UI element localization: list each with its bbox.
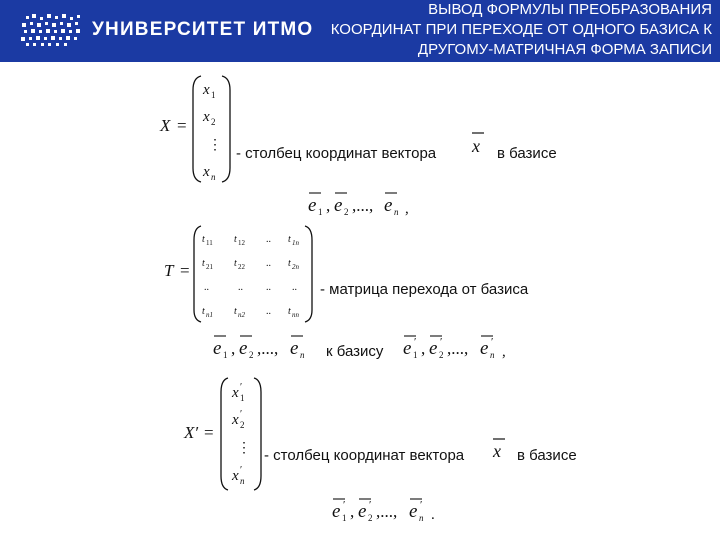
svg-text:,...,: ,..., bbox=[447, 339, 469, 358]
svg-text:2: 2 bbox=[240, 420, 245, 430]
svg-text:,...,: ,..., bbox=[352, 196, 374, 215]
svg-text:e: e bbox=[239, 338, 248, 359]
svg-text:21: 21 bbox=[206, 263, 213, 271]
svg-text:11: 11 bbox=[206, 239, 213, 247]
svg-text:e: e bbox=[480, 338, 489, 359]
svg-text:x: x bbox=[232, 385, 239, 401]
svg-text:.: . bbox=[431, 507, 435, 523]
svg-text:X′: X′ bbox=[184, 423, 199, 442]
svg-text:′: ′ bbox=[491, 336, 494, 348]
svg-text:t: t bbox=[288, 234, 291, 245]
logo-text: УНИВЕРСИТЕТ ИТМО bbox=[92, 19, 314, 40]
svg-text:2n: 2n bbox=[292, 263, 299, 271]
x-prime-column-description: - столбец координат вектора bbox=[264, 447, 465, 464]
svg-text:e: e bbox=[213, 338, 222, 359]
svg-text:′: ′ bbox=[240, 465, 243, 476]
svg-text:,: , bbox=[326, 196, 331, 215]
svg-text:1: 1 bbox=[318, 207, 323, 217]
svg-text:e: e bbox=[403, 338, 412, 359]
basis-transition-line bbox=[213, 336, 506, 360]
svg-text:..: .. bbox=[238, 282, 243, 293]
svg-text:2: 2 bbox=[249, 350, 254, 360]
t-matrix-formula bbox=[164, 226, 529, 322]
svg-text:2: 2 bbox=[368, 513, 373, 523]
svg-text:e: e bbox=[409, 501, 418, 522]
svg-text:n: n bbox=[394, 207, 399, 217]
svg-text:,...,: ,..., bbox=[376, 502, 398, 521]
svg-text:22: 22 bbox=[238, 263, 245, 271]
in-basis-label-2: в базисе bbox=[517, 447, 577, 464]
x-prime-column-formula bbox=[183, 378, 577, 490]
svg-text:1n: 1n bbox=[292, 239, 299, 247]
svg-text:x: x bbox=[493, 441, 501, 461]
svg-text:1: 1 bbox=[240, 393, 245, 403]
svg-text:x: x bbox=[232, 468, 239, 484]
svg-text:X: X bbox=[160, 116, 171, 135]
svg-text:n: n bbox=[490, 350, 495, 360]
svg-text:..: .. bbox=[266, 258, 271, 269]
svg-text:x: x bbox=[232, 412, 239, 428]
svg-text:t: t bbox=[288, 306, 291, 317]
svg-text:t: t bbox=[202, 258, 205, 269]
svg-text:e: e bbox=[358, 501, 367, 522]
svg-text:1: 1 bbox=[342, 513, 347, 523]
svg-text:e: e bbox=[384, 195, 393, 216]
page-title bbox=[272, 0, 712, 60]
svg-text:2: 2 bbox=[439, 350, 444, 360]
title-line-3: ДРУГОМУ-МАТРИЧНАЯ ФОРМА ЗАПИСИ bbox=[417, 41, 712, 58]
svg-text:e: e bbox=[332, 501, 341, 522]
svg-text:,: , bbox=[231, 339, 236, 358]
svg-text:=: = bbox=[180, 261, 190, 280]
svg-text:t: t bbox=[234, 234, 237, 245]
svg-text:′: ′ bbox=[414, 336, 417, 348]
basis-e-line-1 bbox=[308, 193, 409, 217]
svg-text:′: ′ bbox=[440, 336, 443, 348]
svg-text:,: , bbox=[421, 339, 426, 358]
svg-text:T: T bbox=[164, 261, 174, 280]
svg-text:n: n bbox=[300, 350, 305, 360]
svg-text:n: n bbox=[211, 172, 216, 182]
x-column-description: - столбец координат вектора bbox=[236, 145, 437, 162]
svg-text:,: , bbox=[405, 201, 409, 217]
svg-text:x: x bbox=[203, 164, 210, 180]
svg-text:n2: n2 bbox=[238, 311, 245, 319]
svg-text:t: t bbox=[234, 258, 237, 269]
svg-text:′: ′ bbox=[240, 409, 243, 420]
formula-area bbox=[0, 62, 720, 540]
in-basis-label: в базисе bbox=[497, 145, 557, 162]
svg-text:e: e bbox=[290, 338, 299, 359]
svg-text:e: e bbox=[334, 195, 343, 216]
svg-text:,: , bbox=[502, 344, 506, 360]
svg-text:2: 2 bbox=[211, 117, 216, 127]
svg-text:nn: nn bbox=[292, 311, 299, 319]
svg-text:t: t bbox=[234, 306, 237, 317]
t-matrix-description: - матрица перехода от базиса bbox=[320, 281, 529, 298]
svg-text:n1: n1 bbox=[206, 311, 213, 319]
svg-text:n: n bbox=[240, 476, 245, 486]
svg-text:,: , bbox=[350, 502, 355, 521]
svg-text:,...,: ,..., bbox=[257, 339, 279, 358]
svg-text:′: ′ bbox=[420, 499, 423, 511]
svg-text:⋮: ⋮ bbox=[208, 138, 222, 153]
svg-text:′: ′ bbox=[240, 382, 243, 393]
svg-text:′: ′ bbox=[343, 499, 346, 511]
svg-text:n: n bbox=[419, 513, 424, 523]
svg-text:2: 2 bbox=[344, 207, 349, 217]
svg-text:..: .. bbox=[266, 234, 271, 245]
svg-text:=: = bbox=[177, 116, 187, 135]
svg-text:t: t bbox=[288, 258, 291, 269]
svg-text:1: 1 bbox=[413, 350, 418, 360]
x-column-formula bbox=[159, 76, 557, 182]
svg-text:e: e bbox=[429, 338, 438, 359]
svg-text:x: x bbox=[472, 136, 480, 156]
svg-text:t: t bbox=[202, 306, 205, 317]
svg-text:..: .. bbox=[204, 282, 209, 293]
svg-text:′: ′ bbox=[369, 499, 372, 511]
title-line-1: ВЫВОД ФОРМУЛЫ ПРЕОБРАЗОВАНИЯ bbox=[428, 1, 712, 18]
title-line-2: КООРДИНАТ ПРИ ПЕРЕХОДЕ ОТ ОДНОГО БАЗИСА К bbox=[330, 21, 712, 38]
svg-text:⋮: ⋮ bbox=[237, 441, 251, 456]
svg-text:e: e bbox=[308, 195, 317, 216]
to-basis-label: к базису bbox=[326, 343, 384, 360]
svg-text:t: t bbox=[202, 234, 205, 245]
svg-text:1: 1 bbox=[223, 350, 228, 360]
svg-text:..: .. bbox=[266, 282, 271, 293]
svg-text:x: x bbox=[203, 109, 210, 125]
svg-text:..: .. bbox=[266, 306, 271, 317]
svg-text:=: = bbox=[204, 423, 214, 442]
basis-e-prime-line bbox=[332, 499, 435, 523]
header-bar bbox=[0, 0, 720, 62]
svg-text:..: .. bbox=[292, 282, 297, 293]
svg-text:1: 1 bbox=[211, 90, 216, 100]
itmo-logo-icon bbox=[20, 14, 84, 53]
svg-text:x: x bbox=[203, 82, 210, 98]
svg-text:12: 12 bbox=[238, 239, 245, 247]
